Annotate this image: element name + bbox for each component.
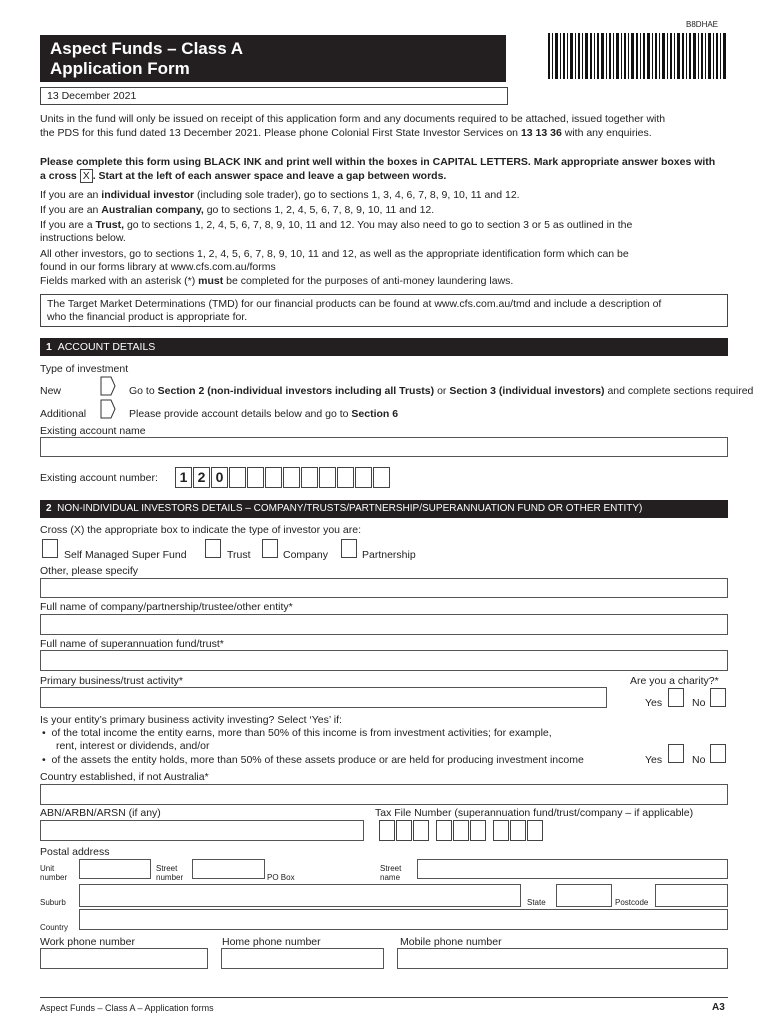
- existing-account-name-label: Existing account name: [40, 425, 146, 437]
- title-banner: [40, 35, 506, 82]
- mobile-phone-input[interactable]: [397, 948, 728, 969]
- suburb-label: Suburb: [40, 898, 66, 907]
- state-input[interactable]: [556, 884, 612, 907]
- tfn-digit-cell[interactable]: [396, 820, 412, 841]
- trust-label: Trust: [227, 549, 251, 561]
- intro-line-2: the PDS for this fund dated 13 December 2021. Please phone Colonial First State Investor Services on 13 13 36 with any enquiries.: [40, 127, 652, 139]
- asterisk-note: Fields marked with an asterisk (*) must be completed for the purposes of anti-money laundering laws.: [40, 275, 514, 287]
- form-code: B8DHAE: [686, 20, 719, 29]
- tfn-digit-cell[interactable]: [453, 820, 469, 841]
- account-digit-cell[interactable]: [265, 467, 282, 488]
- charity-no-label: No: [692, 697, 706, 709]
- account-digit-cell[interactable]: [337, 467, 354, 488]
- existing-account-name-input[interactable]: [40, 437, 728, 457]
- charity-yes-checkbox[interactable]: [668, 688, 684, 707]
- super-fund-name-input[interactable]: [40, 650, 728, 671]
- charity-no-checkbox[interactable]: [710, 688, 726, 707]
- company-checkbox[interactable]: [262, 539, 278, 558]
- company-instruction: If you are an Australian company, go to sections 1, 2, 4, 5, 6, 7, 8, 9, 10, 11 and 12.: [40, 204, 435, 216]
- bullet-2: • of the assets the entity holds, more than 50% of these assets produce or are held for producing investment income: [42, 754, 584, 766]
- partnership-label: Partnership: [362, 549, 416, 561]
- instruction-line-2: a cross X . Start at the left of each answer space and leave a gap between words.: [40, 170, 447, 182]
- investor-type-instruction: Cross (X) the appropriate box to indicate the type of investor you are:: [40, 524, 362, 536]
- home-phone-input[interactable]: [221, 948, 384, 969]
- type-of-investment-label: Type of investment: [40, 363, 129, 375]
- individual-instruction: If you are an individual investor (including sole trader), go to sections 1, 3, 4, 6, 7, 8, 9, 10, 11 and 12.: [40, 189, 520, 201]
- abn-label: ABN/ARBN/ARSN (if any): [40, 807, 161, 819]
- account-digit-2[interactable]: 2: [193, 467, 210, 488]
- title-line-2: Application Form: [50, 59, 190, 78]
- street-number-label: Street number: [156, 864, 184, 882]
- tmd-line-2: who the financial product is appropriate for.: [47, 311, 248, 323]
- footer-text: Aspect Funds – Class A – Application forms: [40, 1003, 214, 1013]
- unit-number-label: Unit number: [40, 864, 68, 882]
- tfn-digit-cell[interactable]: [379, 820, 395, 841]
- work-phone-label: Work phone number: [40, 936, 135, 948]
- partnership-checkbox[interactable]: [341, 539, 357, 558]
- additional-checkbox[interactable]: [100, 399, 116, 419]
- unit-number-input[interactable]: [79, 859, 151, 879]
- other-instruction-2: found in our forms library at www.cfs.com.au/forms: [40, 261, 276, 273]
- investing-no-label: No: [692, 754, 706, 766]
- tmd-notice: [40, 294, 728, 327]
- investing-question: Is your entity’s primary business activity investing? Select ‘Yes’ if:: [40, 714, 342, 726]
- street-number-input[interactable]: [192, 859, 265, 879]
- other-specify-label: Other, please specify: [40, 565, 139, 577]
- other-specify-input[interactable]: [40, 578, 728, 598]
- other-instruction-1: All other investors, go to sections 1, 2, 4, 5, 6, 7, 8, 9, 10, 11 and 12, as well as the appropriate identification form which can be: [40, 248, 629, 260]
- postal-address-label: Postal address: [40, 846, 110, 858]
- company-label: Company: [283, 549, 328, 561]
- tfn-digit-cell[interactable]: [470, 820, 486, 841]
- account-digit-cell[interactable]: [319, 467, 336, 488]
- bullet-1: • of the total income the entity earns, more than 50% of this income is from investment activities; for example,: [42, 727, 552, 739]
- section-2-header: 2 NON-INDIVIDUAL INVESTORS DETAILS – COMPANY/TRUSTS/PARTNERSHIP/SUPERANNUATION FUND OR OTHER ENTITY): [40, 500, 728, 518]
- full-name-entity-input[interactable]: [40, 614, 728, 635]
- smsf-checkbox[interactable]: [42, 539, 58, 558]
- footer-divider: [40, 997, 728, 998]
- primary-activity-input[interactable]: [40, 687, 607, 708]
- account-digit-cell[interactable]: [301, 467, 318, 488]
- country-established-label: Country established, if not Australia*: [40, 771, 209, 783]
- title-line-1: Aspect Funds – Class A: [50, 39, 244, 58]
- charity-yes-label: Yes: [645, 697, 663, 709]
- investing-yes-checkbox[interactable]: [668, 744, 684, 763]
- investing-no-checkbox[interactable]: [710, 744, 726, 763]
- section-1-header: 1 ACCOUNT DETAILS: [40, 338, 728, 356]
- country-established-input[interactable]: [40, 784, 728, 805]
- country-input[interactable]: [79, 909, 728, 930]
- trust-checkbox[interactable]: [205, 539, 221, 558]
- mobile-phone-label: Mobile phone number: [400, 936, 502, 948]
- page-number: A3: [712, 1002, 725, 1013]
- tfn-digit-cell[interactable]: [510, 820, 526, 841]
- trust-instruction: If you are a Trust, go to sections 1, 2, 4, 5, 6, 7, 8, 9, 10, 11 and 12. You may also need to go to section 3 or 5 as outlined in the: [40, 219, 633, 231]
- postcode-input[interactable]: [655, 884, 728, 907]
- additional-instruction: Please provide account details below and go to Section 6: [129, 408, 399, 420]
- smsf-label: Self Managed Super Fund: [64, 549, 187, 561]
- account-digit-cell[interactable]: [229, 467, 246, 488]
- form-date: 13 December 2021: [47, 90, 137, 102]
- account-digit-3[interactable]: 0: [211, 467, 228, 488]
- tmd-line-1: The Target Market Determinations (TMD) for our financial products can be found at www.cfs.com.au/tmd and include a description of: [47, 298, 662, 310]
- tfn-label: Tax File Number (superannuation fund/trust/company – if applicable): [375, 807, 694, 819]
- work-phone-input[interactable]: [40, 948, 208, 969]
- new-label: New: [40, 385, 62, 397]
- account-digit-cell[interactable]: [283, 467, 300, 488]
- super-fund-name-label: Full name of superannuation fund/trust*: [40, 638, 224, 650]
- tfn-digit-cell[interactable]: [436, 820, 452, 841]
- new-checkbox[interactable]: [100, 376, 116, 396]
- state-label: State: [527, 898, 546, 907]
- cross-example: X: [80, 169, 93, 183]
- investing-yes-label: Yes: [645, 754, 663, 766]
- primary-activity-label: Primary business/trust activity*: [40, 675, 183, 687]
- home-phone-label: Home phone number: [222, 936, 321, 948]
- account-digit-1[interactable]: 1: [175, 467, 192, 488]
- abn-input[interactable]: [40, 820, 364, 841]
- tfn-digit-cell[interactable]: [413, 820, 429, 841]
- street-name-input[interactable]: [417, 859, 728, 879]
- suburb-input[interactable]: [79, 884, 521, 907]
- instruction-line-1: Please complete this form using BLACK INK and print well within the boxes in CAPITAL LETTERS. Mark appropriate answer boxes with: [40, 156, 716, 168]
- street-name-label: Street name: [380, 864, 402, 882]
- postcode-label: Postcode: [615, 898, 649, 907]
- intro-line-1: Units in the fund will only be issued on receipt of this application form and any documents required to be attached, issued together with: [40, 113, 666, 125]
- trust-instruction-2: instructions below.: [40, 232, 126, 244]
- charity-label: Are you a charity?*: [630, 675, 719, 687]
- date-box: [40, 87, 508, 105]
- existing-account-number-label: Existing account number:: [40, 472, 158, 484]
- account-digit-cell[interactable]: [355, 467, 372, 488]
- new-instruction: Go to Section 2 (non-individual investors including all Trusts) or Section 3 (individual investors) and complete sections required: [129, 385, 754, 397]
- country-label: Country: [40, 923, 69, 932]
- bullet-1-continued: rent, interest or dividends, and/or: [56, 740, 210, 752]
- barcode-image: [548, 33, 728, 81]
- additional-label: Additional: [40, 408, 87, 420]
- account-digit-cell[interactable]: [373, 467, 390, 488]
- account-digit-cell[interactable]: [247, 467, 264, 488]
- tfn-digit-cell[interactable]: [493, 820, 509, 841]
- po-box-label: PO Box: [267, 873, 295, 882]
- tfn-digit-cell[interactable]: [527, 820, 543, 841]
- full-name-entity-label: Full name of company/partnership/trustee/other entity*: [40, 601, 293, 613]
